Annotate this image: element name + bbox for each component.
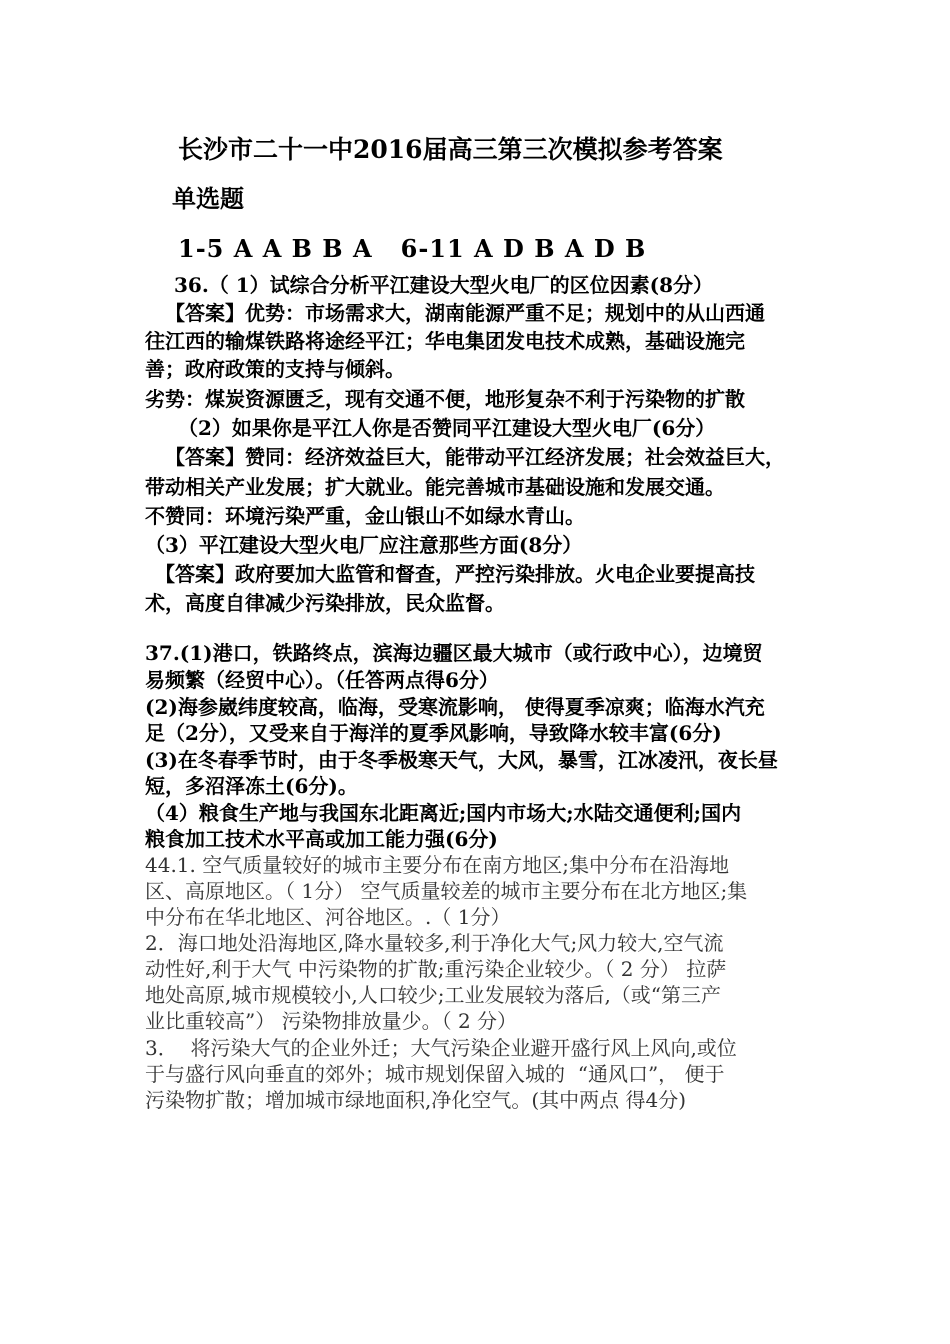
q44-line: 动性好,利于大气 中污染物的扩散;重污染企业较少。（ 2 分） 拉萨 — [145, 957, 727, 981]
q44-line: 44.1. 空气质量较好的城市主要分布在南方地区;集中分布在沿海地 — [145, 853, 729, 877]
q36-answer-line: 善；政府政策的支持与倾斜。 — [145, 357, 405, 381]
q37-line: 足（2分），又受来自于海洋的夏季风影响，导致降水较丰富(6分) — [145, 721, 722, 745]
q44-line: 3． 将污染大气的企业外迁；大气污染企业避开盛行风上风向,或位 — [145, 1036, 737, 1060]
q37-line: 短，多沼泽冻土(6分)。 — [145, 774, 358, 798]
document-title: 长沙市二十一中2016届高三第三次模拟参考答案 — [178, 135, 723, 164]
q44-line: 于与盛行风向垂直的郊外；城市规划保留入城的 “通风口”， 便于 — [145, 1062, 725, 1086]
q36-answer-line: 劣势：煤炭资源匮乏，现有交通不便，地形复杂不利于污染物的扩散 — [145, 387, 745, 411]
q36-part1-question: 36.（ 1）试综合分析平江建设大型火电厂的区位因素(8分） — [174, 273, 714, 297]
q44-line: 业比重较高”） 污染物排放量少。（ 2 分） — [145, 1009, 518, 1033]
q44-line: 污染物扩散；增加城市绿地面积,净化空气。(其中两点 得4分) — [145, 1088, 687, 1112]
multiple-choice-answers: 1-5 A A B B A 6-11 A D B A D B — [178, 234, 647, 263]
q37-line: 37.(1)港口，铁路终点，滨海边疆区最大城市（或行政中心），边境贸 — [145, 641, 763, 665]
q37-line: 易频繁（经贸中心）。（任答两点得6分） — [145, 668, 499, 692]
section-heading: 单选题 — [172, 184, 244, 213]
q44-line: 区、高原地区。（ 1分） 空气质量较差的城市主要分布在北方地区;集 — [145, 879, 748, 903]
q44-line: 中分布在华北地区、河谷地区。.（ 1分） — [145, 905, 511, 929]
q36-answer-line: 【答案】赞同：经济效益巨大，能带动平江经济发展；社会效益巨大， — [165, 445, 785, 469]
q36-part2-question: （2）如果你是平江人你是否赞同平江建设大型火电厂(6分） — [178, 416, 716, 440]
q36-answer-line: 【答案】优势：市场需求大，湖南能源严重不足；规划中的从山西通 — [165, 301, 765, 325]
q36-answer-line: 带动相关产业发展；扩大就业。能完善城市基础设施和发展交通。 — [145, 475, 725, 499]
q44-line: 2．海口地处沿海地区,降水量较多,利于净化大气;风力较大,空气流 — [145, 931, 724, 955]
q37-line: (3)在冬春季节时，由于冬季极寒天气，大风，暴雪，江冰凌汛，夜长昼 — [145, 748, 778, 772]
q37-line: 粮食加工技术水平高或加工能力强(6分) — [145, 827, 498, 851]
q36-answer-line: 往江西的输煤铁路将途经平江；华电集团发电技术成熟，基础设施完 — [145, 329, 745, 353]
q36-answer-line: 不赞同：环境污染严重，金山银山不如绿水青山。 — [145, 504, 585, 528]
q36-answer-line: 术，高度自律减少污染排放，民众监督。 — [145, 591, 505, 615]
q36-answer-line: 【答案】政府要加大监管和督查，严控污染排放。火电企业要提高技 — [155, 562, 755, 586]
q37-line: (2)海参崴纬度较高，临海，受寒流影响， 使得夏季凉爽；临海水汽充 — [145, 695, 765, 719]
q36-part3-question: （3）平江建设大型火电厂应注意那些方面(8分） — [145, 533, 583, 557]
q37-line: （4）粮食生产地与我国东北距离近;国内市场大;水陆交通便利;国内 — [145, 801, 742, 825]
q44-line: 地处高原,城市规模较小,人口较少;工业发展较为落后,（或“第三产 — [145, 983, 722, 1007]
